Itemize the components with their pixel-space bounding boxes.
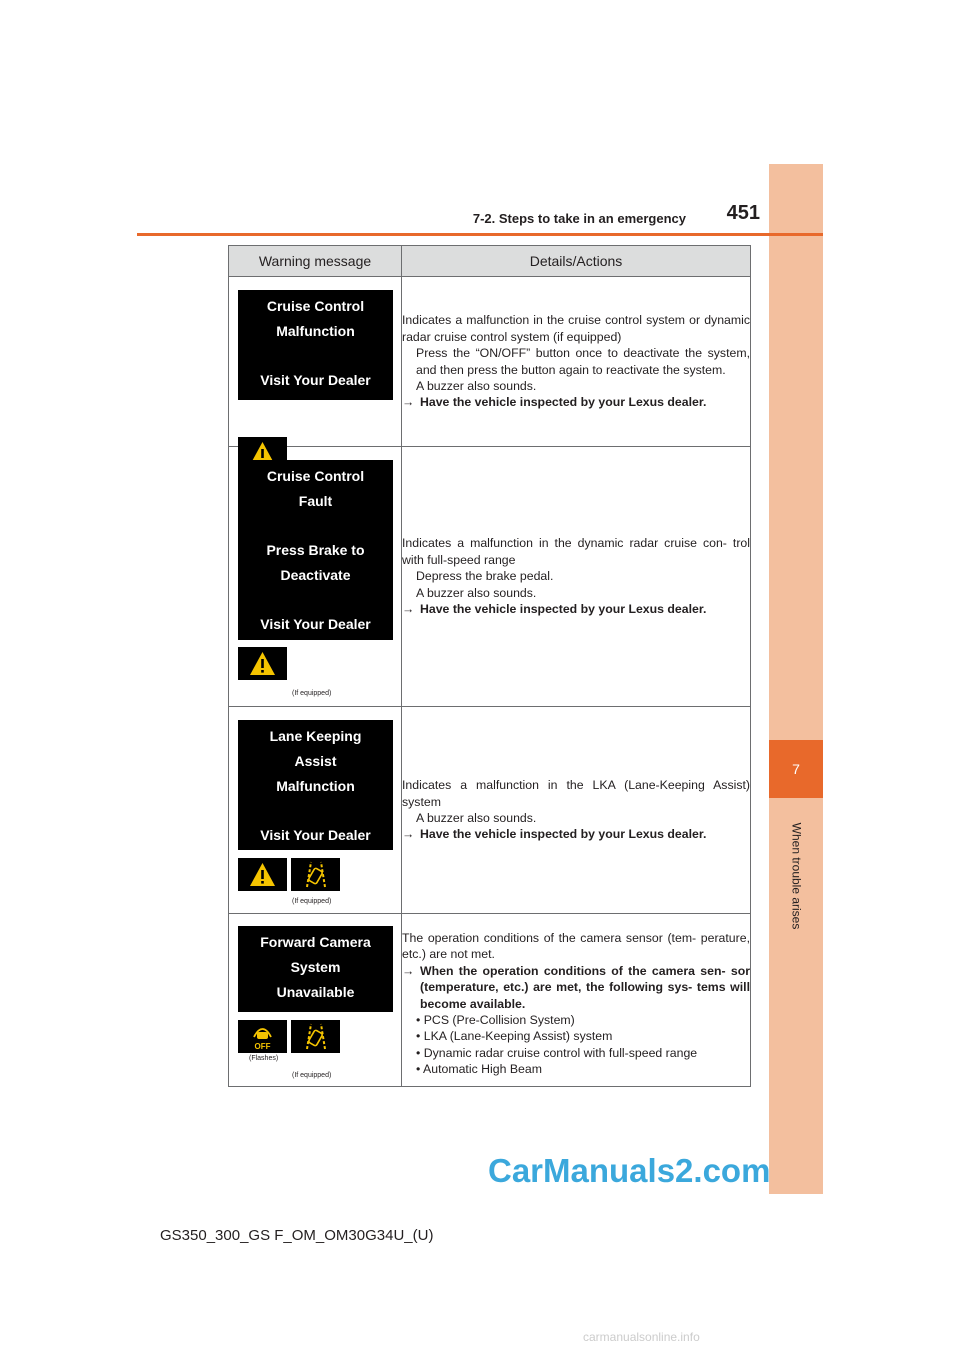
table-header-row [229,246,751,277]
bullet-text: Dynamic radar cruise control with full-speed range [423,1045,698,1060]
arrow-icon: → [402,395,415,410]
if-equipped-caption: (If equipped) [292,1072,332,1079]
detail-sub: Depress the brake pedal. [416,569,554,584]
screen-line: Press Brake to [266,542,365,558]
detail-action [402,826,750,842]
list-item: • Automatic High Beam [416,1062,542,1077]
screen-line: Cruise Control [266,298,365,314]
detail-sub: A buzzer also sounds. [416,378,537,393]
screen-line: Forward Camera [260,934,371,950]
action-text: When the operation conditions of the camera sen- sor (temperature, etc.) are met, the following sys- tems will become available. [420,963,750,1011]
display-screen [238,460,393,640]
off-label: OFF [254,1042,271,1051]
screen-line: Lane Keeping [269,728,362,744]
if-equipped-caption: (If equipped) [292,690,332,697]
arrow-icon: → [402,963,415,978]
column-header-details: Details/Actions [402,246,751,277]
action-text: Have the vehicle inspected by your Lexus dealer. [420,602,707,617]
detail-sub: A buzzer also sounds. [416,585,537,600]
table-row [229,447,751,707]
detail-sub: Press the “ON/OFF” button once to deactivate the system, and then press the button again to reactivate the system. [416,346,750,377]
display-screen [238,290,393,400]
master-warning-indicator [238,647,287,680]
lka-indicator [291,1020,340,1053]
screen-line: Visit Your Dealer [260,372,371,388]
lane-keeping-icon [291,858,340,891]
list-item: • LKA (Lane-Keeping Assist) system [416,1029,613,1044]
header-rule [137,233,823,236]
detail-intro: The operation conditions of the camera sensor (tem- perature, etc.) are not met. [402,931,750,962]
screen-line: Malfunction [276,323,355,339]
bullet-text: Automatic High Beam [423,1062,542,1077]
flashes-caption: (Flashes) [249,1055,279,1062]
chapter-label-text: When trouble arises [789,822,803,930]
warning-image-cell [229,707,402,914]
details-cell [402,914,751,1087]
arrow-icon: → [402,602,415,617]
detail-sub: A buzzer also sounds. [416,811,537,825]
arrow-icon: → [402,827,415,842]
chapter-tab[interactable] [769,740,823,798]
screen-line: Unavailable [276,984,355,1000]
table-row [229,277,751,447]
display-screen [238,720,393,850]
side-band [769,164,823,1194]
detail-intro: Indicates a malfunction in the LKA (Lane-Keeping Assist) system [402,778,750,809]
warning-triangle-icon [238,858,287,891]
warning-image-cell [229,447,402,707]
details-cell [402,277,751,447]
screen-line: Fault [298,493,333,509]
details-cell [402,447,751,707]
detail-action [402,963,750,1012]
footer-code: GS350_300_GS F_OM_OM30G34U_(U) [160,1227,434,1244]
list-item: • Dynamic radar cruise control with full-speed range [416,1045,698,1060]
screen-line: Cruise Control [266,468,365,484]
warning-image-cell [229,914,402,1087]
warning-table [228,245,751,1087]
screen-line: Visit Your Dealer [260,827,371,843]
table-row [229,914,751,1087]
column-header-warning: Warning message [229,246,402,277]
section-title: 7-2. Steps to take in an emergency [472,211,686,226]
lka-indicator [291,858,340,891]
warning-triangle-icon [238,647,287,680]
watermark-link[interactable]: CarManuals2.com [488,1152,771,1189]
detail-action [402,601,750,617]
screen-line: Assist [294,753,337,769]
action-text: Have the vehicle inspected by your Lexus dealer. [420,395,707,410]
table-row [229,707,751,914]
detail-intro: Indicates a malfunction in the dynamic radar cruise con- trol with full-speed range [402,536,750,567]
action-text: Have the vehicle inspected by your Lexus dealer. [420,827,707,842]
screen-line: System [290,959,341,975]
warning-image-cell [229,277,402,447]
master-warning-indicator [238,858,287,891]
detail-action [402,394,750,410]
screen-line: Deactivate [280,567,351,583]
pcs-warning-icon [238,1020,287,1053]
screen-line: Malfunction [276,778,355,794]
chapter-label [771,806,821,946]
list-item: • PCS (Pre-Collision System) [416,1013,575,1028]
bullet-text: PCS (Pre-Collision System) [423,1013,575,1028]
screen-line: Visit Your Dealer [260,616,371,632]
chapter-number: 7 [792,761,800,777]
details-cell [402,707,751,914]
watermark-url[interactable]: carmanualsonline.info [583,1330,700,1344]
detail-intro: Indicates a malfunction in the cruise control system or dynamic radar cruise control system (if equipped) [402,313,750,344]
if-equipped-caption: (If equipped) [292,898,332,905]
lane-keeping-icon [291,1020,340,1053]
display-screen [238,926,393,1012]
page-number: 451 [726,202,760,224]
pcs-off-indicator [238,1020,287,1053]
bullet-text: LKA (Lane-Keeping Assist) system [423,1029,613,1044]
